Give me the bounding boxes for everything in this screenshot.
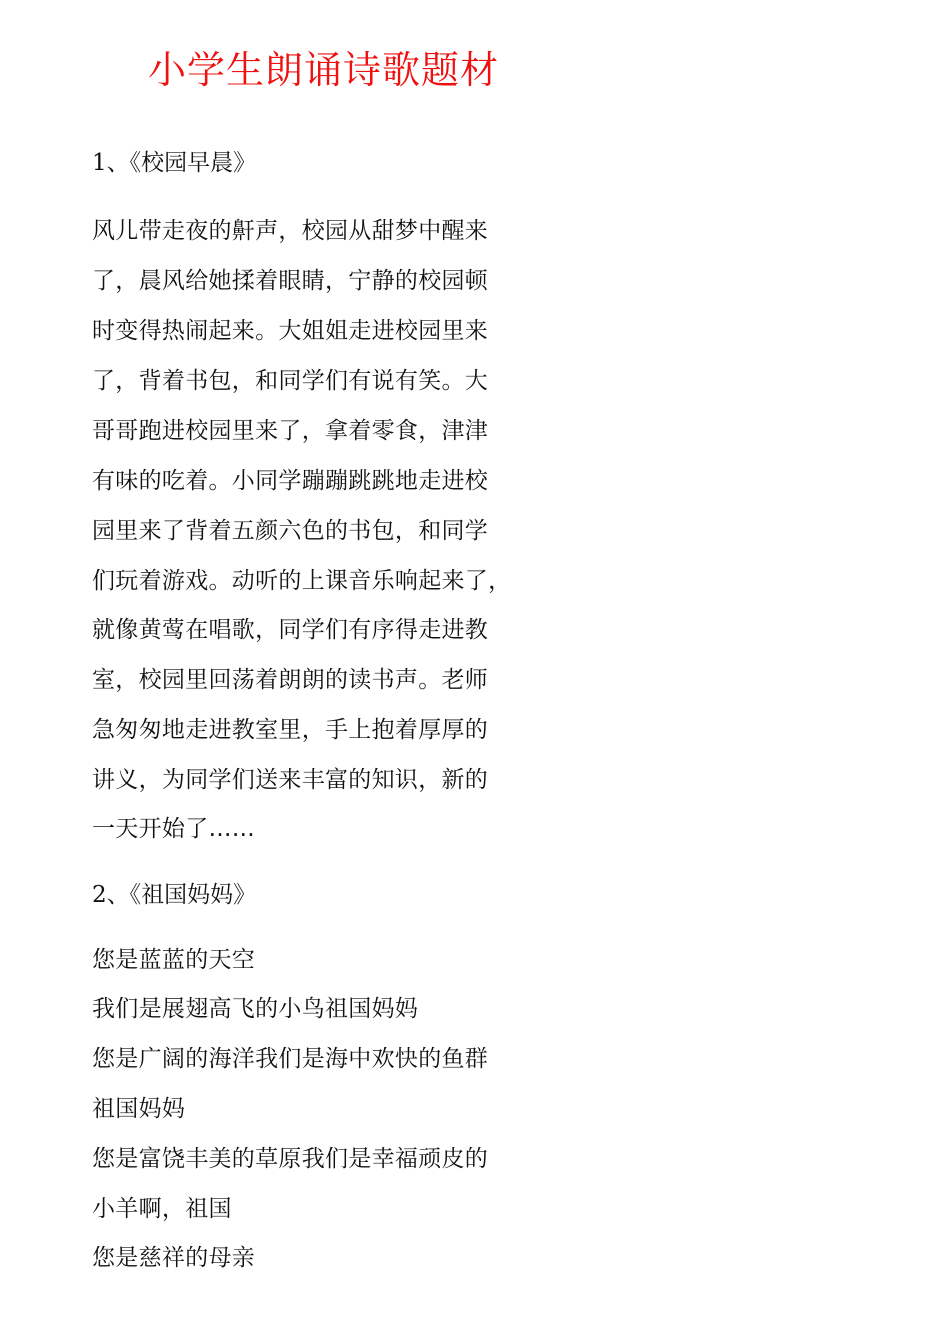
poem-heading: 2、《祖国妈妈》 — [92, 882, 257, 908]
poem-heading: 1、《校园早晨》 — [92, 150, 257, 176]
poem-line: 急匆匆地走进教室里，手上抱着厚厚的 — [92, 717, 489, 743]
poem-line: 风儿带走夜的鼾声，校园从甜梦中醒来 — [92, 218, 489, 244]
poem-line: 您是慈祥的母亲 — [92, 1245, 256, 1271]
poem-line: 您是广阔的海洋我们是海中欢快的鱼群 — [92, 1046, 489, 1072]
poem-line: 了，背着书包，和同学们有说有笑。大 — [92, 368, 489, 394]
poem-line: 就像黄莺在唱歌，同学们有序得走进教 — [92, 617, 489, 643]
poem-line: 们玩着游戏。动听的上课音乐响起来了， — [92, 568, 512, 594]
poem-line: 祖国妈妈 — [92, 1096, 186, 1122]
poem-line: 哥哥跑进校园里来了，拿着零食，津津 — [92, 418, 489, 444]
poem-line: 了，晨风给她揉着眼睛，宁静的校园顿 — [92, 268, 489, 294]
poem-line: 讲义，为同学们送来丰富的知识，新的 — [92, 767, 489, 793]
poem-line: 小羊啊，祖国 — [92, 1196, 232, 1222]
poem-line: 时变得热闹起来。大姐姐走进校园里来 — [92, 318, 489, 344]
poem-line: 您是蓝蓝的天空 — [92, 947, 256, 973]
poem-line: 一天开始了…… — [92, 816, 256, 842]
document-title: 小学生朗诵诗歌题材 — [148, 48, 500, 92]
poem-line: 您是富饶丰美的草原我们是幸福顽皮的 — [92, 1146, 489, 1172]
poem-line: 有味的吃着。小同学蹦蹦跳跳地走进校 — [92, 468, 489, 494]
poem-line: 我们是展翅高飞的小鸟祖国妈妈 — [92, 996, 419, 1022]
poem-line: 室，校园里回荡着朗朗的读书声。老师 — [92, 667, 489, 693]
poem-line: 园里来了背着五颜六色的书包，和同学 — [92, 518, 489, 544]
